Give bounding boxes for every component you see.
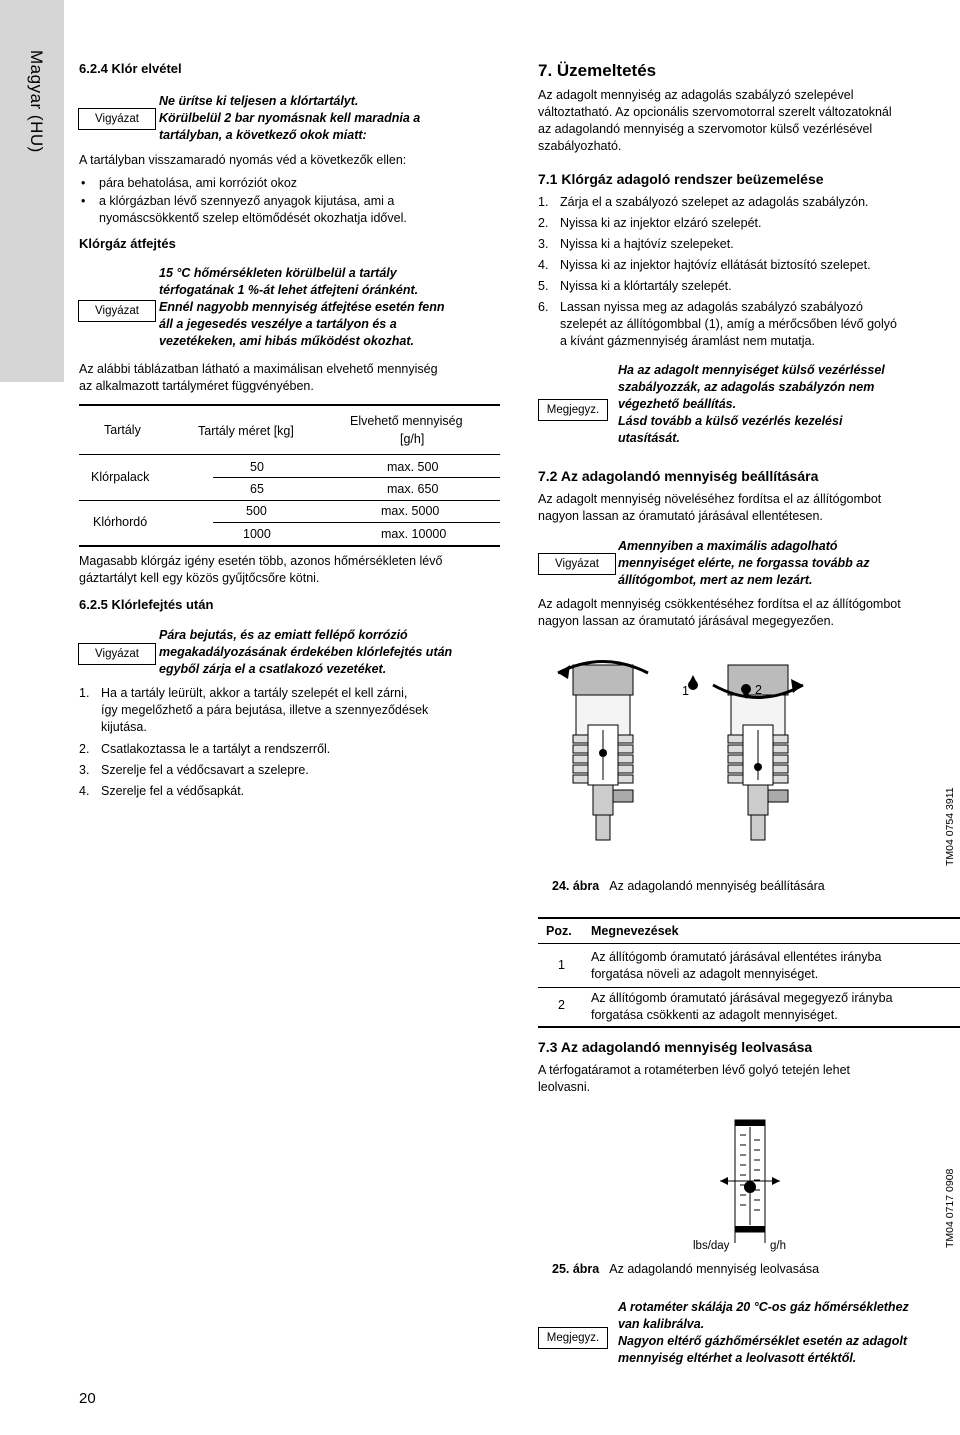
note-badge-1: Megjegyz. bbox=[538, 399, 608, 421]
page-number: 20 bbox=[79, 1390, 96, 1407]
section-7-1-heading: 7.1 Klórgáz adagoló rendszer beüzemelése bbox=[538, 171, 824, 187]
fig24-id: TM04 0754 3911 bbox=[944, 787, 956, 866]
warning-badge-2: Vigyázat bbox=[78, 300, 156, 322]
section-7-3-heading: 7.3 Az adagolandó mennyiség leolvasása bbox=[538, 1039, 813, 1055]
table-cell: max. 10000 bbox=[381, 527, 447, 541]
section-6-2-4-heading: 6.2.4 Klór elvétel bbox=[79, 61, 182, 76]
fig24-label-1: 1 bbox=[682, 684, 689, 698]
language-label: Magyar (HU) bbox=[27, 50, 46, 153]
warning-badge-1: Vigyázat bbox=[78, 108, 156, 130]
group-klorpalack: Klórpalack bbox=[91, 470, 150, 484]
fig25-id: TM04 0717 0908 bbox=[944, 1168, 956, 1248]
warning-badge-3: Vigyázat bbox=[78, 643, 156, 665]
increase-paragraph: Az adagolt mennyiség növeléséhez fordítsa el az állítógombot nagyon lassan az óramutató járásával ellentétesen. bbox=[538, 492, 882, 523]
figure-25-illustration bbox=[690, 1115, 810, 1245]
table-cell: 500 bbox=[246, 504, 267, 518]
warning-badge-4: Vigyázat bbox=[538, 553, 616, 575]
fig24-caption: 24. ábra Az adagolandó mennyiség beállítására bbox=[552, 879, 825, 893]
decrease-paragraph: Az adagolt mennyiség csökkentéséhez fordítsa el az állítógombot nagyon lassan az óramutató járásával megegyezően. bbox=[538, 597, 901, 628]
table-cell: 1000 bbox=[243, 527, 271, 541]
warning-text-1: Ne ürítse ki teljesen a klórtartályt. Körülbelül 2 bar nyomásnak kell maradnia a tartályban, a következő okok miatt: bbox=[159, 94, 421, 142]
fig25-label-lbs: lbs/day bbox=[693, 1240, 730, 1252]
note-text-1: Ha az adagolt mennyiséget külső vezérléssel szabályozzák, az adagolás szabályzón nem végezhető beállítás. Lásd tovább a külső vezérlés kezelési utasítását. bbox=[618, 363, 885, 445]
section-7-2-heading: 7.2 Az adagolandó mennyiség beállítására bbox=[538, 468, 819, 484]
col-header-unit: [g/h] bbox=[400, 432, 425, 446]
fig25-label-gh: g/h bbox=[770, 1240, 786, 1252]
table-cell: max. 5000 bbox=[381, 504, 440, 518]
section-7-paragraph: Az adagolt mennyiség az adagolás szabályzó szelepével változtatható. Az opcionális szervomotorral szerelt változatoknál az adagolandó mennyiség a szervomotor külső vezérlésével szabályozható. bbox=[538, 88, 892, 153]
note-text-2: A rotaméter skálája 20 °C-os gáz hőmérséklethez van kalibrálva. Nagyon eltérő gázhőmérséklet esetén az adagolt mennyiség eltérhet a leolvasott értéktől. bbox=[618, 1300, 909, 1365]
figure-24-illustration bbox=[548, 655, 848, 870]
pos-header: Poz. bbox=[546, 924, 572, 938]
col-header-elveheto: Elvehető mennyiség bbox=[350, 414, 463, 428]
list-item: • pára behatolása, ami korróziót okoz bbox=[81, 176, 298, 190]
table-cell: 1 bbox=[558, 958, 565, 972]
warning-text-4: Amennyiben a maximális adagolható mennyiséget elérte, ne forgassa tovább az állítógombot, mert az nem lezárt. bbox=[618, 539, 870, 587]
table-intro: Az alábbi táblázatban látható a maximálisan elvehető mennyiség az alkalmazott tartályméret függvényében. bbox=[79, 362, 438, 393]
float-ball-icon bbox=[744, 1181, 756, 1193]
klorgaz-atfejtes-heading: Klórgáz átfejtés bbox=[79, 236, 176, 251]
section-6-2-5-heading: 6.2.5 Klórlefejtés után bbox=[79, 597, 214, 612]
fig25-caption: 25. ábra Az adagolandó mennyiség leolvasása bbox=[552, 1262, 820, 1276]
warning-text-2: 15 °C hőmérsékleten körülbelül a tartály térfogatának 1 %-át lehet átfejteni óránként. Ennél nagyobb mennyiség átfejtése esetén fenn áll a jegesedés veszélye a tartályon és a vezetékeken, ami hibás működést okozhat. bbox=[159, 266, 445, 348]
list-item: • a klórgázban lévő szennyező anyagok kijutása, ami a bbox=[81, 194, 395, 208]
fig24-label-2: 2 bbox=[755, 683, 762, 697]
language-side-tab bbox=[0, 0, 64, 382]
desc-header: Megnevezések bbox=[591, 924, 679, 938]
warning-text-3: Pára bejutás, és az emiatt fellépő korrózió megakadályozásának érdekében klórlefejtés után egyből zárja el a csatlakozó vezetéket. bbox=[159, 628, 453, 676]
col-header-tartaly: Tartály bbox=[104, 423, 141, 437]
bullet-list: • pára behatolása, ami korróziót okoz • a klórgázban lévő szennyező anyagok kijutása, ami a nyomáscsökkentő szelep eltömődését okozhatja idővel. bbox=[81, 176, 407, 225]
flowmeter-left bbox=[558, 662, 648, 841]
table-cell: Az állítógomb óramutató járásával megegyező irányba forgatása csökkenti az adagolt mennyiséget. bbox=[591, 991, 893, 1022]
note-badge-2: Megjegyz. bbox=[538, 1327, 608, 1349]
table-cell: 50 bbox=[250, 460, 264, 474]
group-klorhordo: Klórhordó bbox=[93, 515, 148, 529]
table-cell: 65 bbox=[250, 482, 264, 496]
table-cell: max. 500 bbox=[387, 460, 439, 474]
col-header-meret: Tartály méret [kg] bbox=[198, 424, 294, 438]
pressure-intro: A tartályban visszamaradó nyomás véd a következők ellen: bbox=[79, 153, 407, 167]
table-cell: 2 bbox=[558, 998, 565, 1012]
after-table-text: Magasabb klórgáz igény esetén több, azonos hőmérsékleten lévő gáztartályt kell egy közös gyűjtőcsőre kötni. bbox=[79, 554, 443, 585]
table-cell: max. 650 bbox=[387, 482, 439, 496]
reading-paragraph: A térfogatáramot a rotaméterben lévő golyó tetején lehet leolvasni. bbox=[538, 1063, 850, 1094]
section-7-heading: 7. Üzemeltetés bbox=[538, 61, 657, 80]
table-cell: Az állítógomb óramutató járásával ellentétes irányba forgatása növeli az adagolt mennyiséget. bbox=[591, 950, 882, 981]
